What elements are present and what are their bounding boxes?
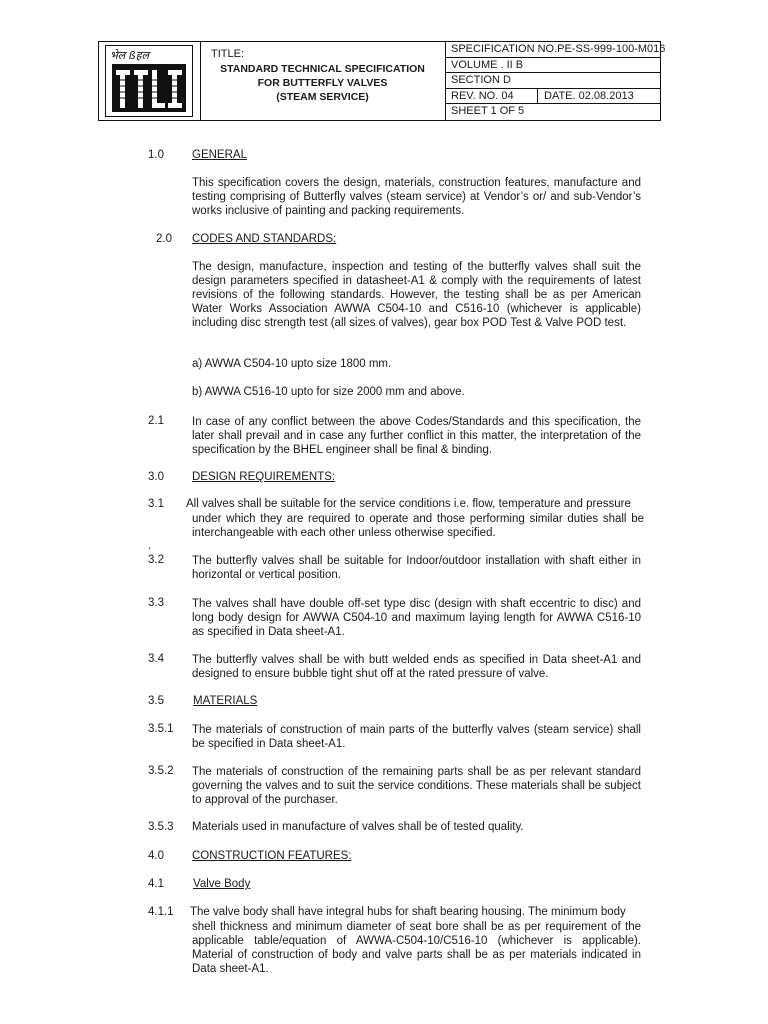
section-number: 3.0 (148, 471, 164, 483)
section-heading-valve-body: Valve Body (193, 878, 251, 890)
document-title (200, 62, 445, 104)
section-number: 2.1 (148, 415, 164, 427)
spec-number: SPECIFICATION NO.PE-SS-999-100-M016 (445, 42, 660, 58)
section-number: 3.1 (148, 498, 164, 510)
section-heading-materials: MATERIALS (193, 695, 258, 707)
section-number: 1.0 (148, 149, 164, 161)
paragraph-4-1-1: shell thickness and minimum diameter of seat bore shall be as per requirement of the applicable table/equation of AWWA-C504-10/C516-10 (whichever is applicable). Material of construction of body and valve parts shall be as per materials indicated in Data sheet-A1. (192, 921, 641, 975)
company-logo (105, 45, 193, 117)
section-heading-general: GENERAL (192, 149, 247, 161)
section-number: 3.2 (148, 554, 164, 566)
paragraph-3-1: under which they are required to operate and those performing similar duties shall be interchangeable with each other unless otherwise specified. (192, 513, 644, 539)
paragraph-3-3: The valves shall have double off-set type disc (design with shaft eccentric to disc) and long body design for AWWA C504-10 and maximum laying length for AWWA C516-10 as specified in Data sheet-A1. (192, 598, 641, 638)
section-number: 3.3 (148, 597, 164, 609)
section-heading-construction: CONSTRUCTION FEATURES: (192, 850, 352, 862)
title-line-2: FOR BUTTERFLY VALVES (257, 77, 388, 89)
title-line-3: (STEAM SERVICE) (276, 91, 369, 103)
section-heading-design: DESIGN REQUIREMENTS: (192, 471, 336, 483)
rev-date-row (445, 89, 660, 105)
svg-text:भेल ßहल: भेल ßहल (110, 49, 149, 62)
paragraph-2-1: In case of any conflict between the above Codes/Standards and this specification, the later shall prevail and in case any further conflict in this matter, the interpretation of the specification by the BHEL engineer shall be final & binding. (192, 416, 641, 456)
section-number: 4.0 (148, 850, 164, 862)
paragraph-3-2: The butterfly valves shall be suitable for Indoor/outdoor installation with shaft either in horizontal or vertical position. (192, 555, 641, 581)
paragraph-general: This specification covers the design, materials, construction features, manufacture and testing comprising of Butterfly valves (steam service) at Vendor’s or/ and sub-Vendor’s works inclusive of painting and packing requirements. (192, 177, 641, 217)
paragraph-3-1-first-line: All valves shall be suitable for the service conditions i.e. flow, temperature and pressure (186, 498, 631, 510)
paragraph-3-5-2: The materials of construction of the remaining parts shall be as per relevant standard governing the valves and to suit the service conditions. These materials shall be subject to approval of the purchaser. (192, 766, 641, 806)
title-label: TITLE: (211, 48, 245, 60)
paragraph-3-5-3: Materials used in manufacture of valves shall be of tested quality. (192, 821, 524, 833)
section-number: 3.5.2 (148, 765, 174, 777)
sheet-number: SHEET 1 OF 5 (451, 105, 525, 118)
date: DATE. 02.08.2013 (537, 89, 634, 104)
rev-number: REV. NO. 04 (451, 89, 514, 102)
stray-dot: . (148, 540, 152, 552)
list-item-a: a) AWWA C504-10 upto size 1800 mm. (192, 358, 392, 370)
paragraph-3-4: The butterfly valves shall be with butt welded ends as specified in Data sheet-A1 and designed to ensure bubble tight shut off at the rated pressure of valve. (192, 654, 641, 680)
section-heading-codes: CODES AND STANDARDS: (192, 233, 337, 245)
volume: VOLUME . II B (445, 58, 660, 74)
section-number: 3.4 (148, 653, 164, 665)
section-number: 3.5.3 (148, 821, 174, 833)
section-number: 3.5 (148, 695, 164, 707)
spec-info-cell (445, 42, 666, 120)
title-line-1: STANDARD TECHNICAL SPECIFICATION (220, 63, 425, 75)
section-number: 2.0 (156, 233, 172, 245)
document-header-table (98, 41, 666, 121)
list-item-b: b) AWWA C516-10 upto for size 2000 mm and above. (192, 386, 465, 398)
section-number: 3.5.1 (148, 723, 174, 735)
logo-cell (99, 42, 201, 120)
section-number: 4.1 (148, 878, 164, 890)
paragraph-4-1-1-first-line: The valve body shall have integral hubs for shaft bearing housing. The minimum body (190, 906, 626, 918)
paragraph-3-5-1: The materials of construction of main parts of the butterfly valves (steam service) shall be specified in Data sheet-A1. (192, 724, 641, 750)
section: SECTION D (445, 73, 660, 89)
section-number: 4.1.1 (148, 906, 174, 918)
title-cell (200, 42, 446, 120)
paragraph-codes: The design, manufacture, inspection and testing of the butterfly valves shall suit the design parameters specified in datasheet-A1 & comply with the requirements of latest revisions of the following standards. However, the testing shall be as per American Water Works Association AWWA C504-10 and C516-10 (whichever is applicable) including disc strength test (all sizes of valves), gear box POD Test & Valve POD test. (192, 261, 641, 329)
